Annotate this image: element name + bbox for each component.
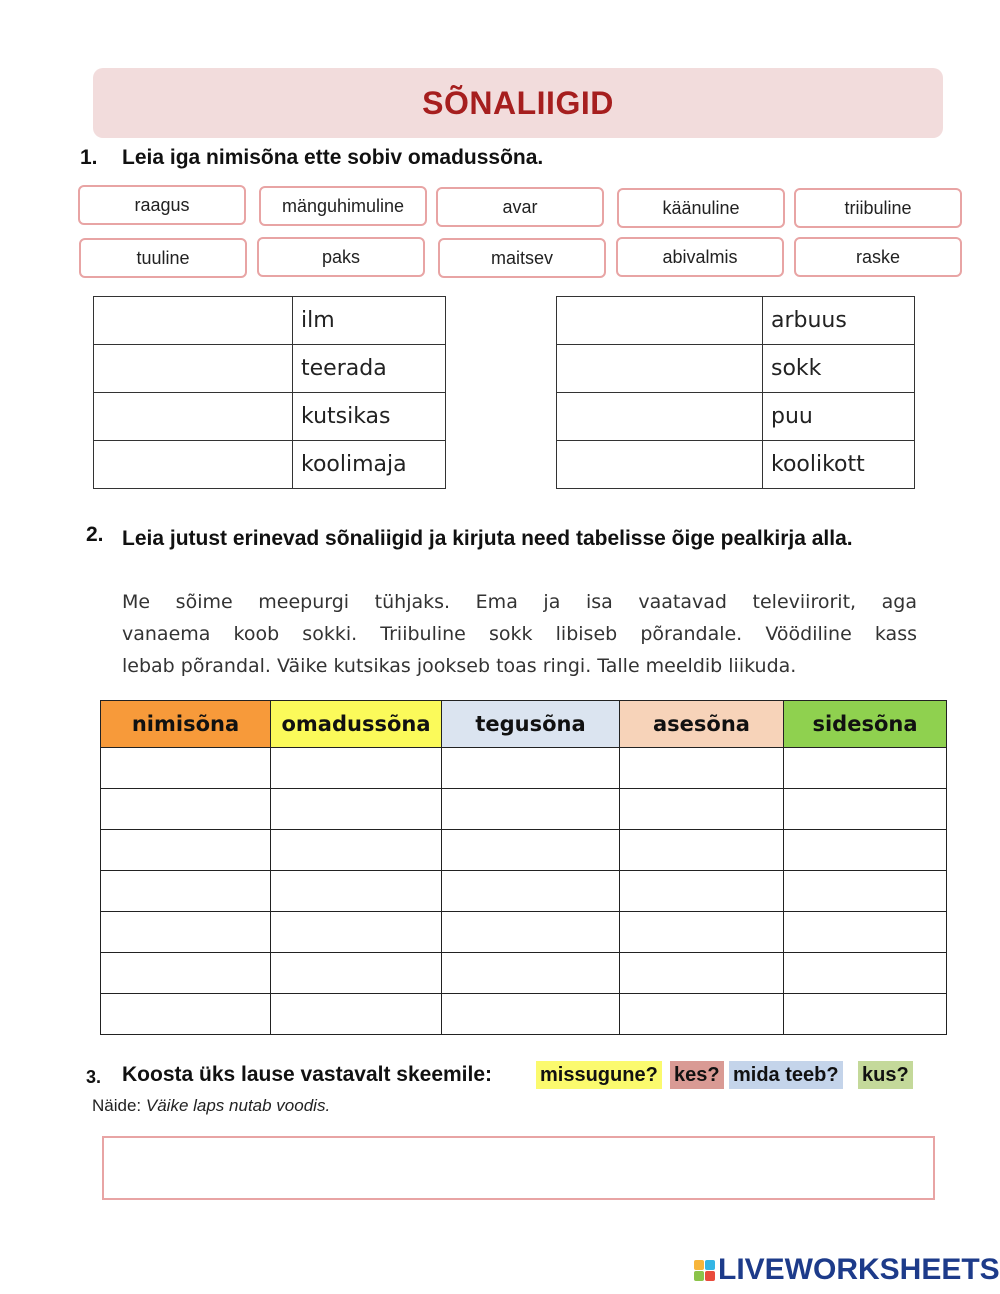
answer-cell[interactable] <box>101 830 271 871</box>
answer-cell[interactable] <box>442 912 620 953</box>
example-line <box>92 1096 330 1116</box>
answer-cell[interactable] <box>442 830 620 871</box>
word-chip[interactable]: maitsev <box>438 238 606 278</box>
answer-cell[interactable] <box>271 994 442 1035</box>
noun-cell: koolimaja <box>293 441 446 489</box>
answer-cell[interactable] <box>271 748 442 789</box>
table-row <box>101 953 947 994</box>
answer-cell[interactable] <box>784 789 947 830</box>
drop-zone[interactable] <box>94 393 293 441</box>
scheme-tag-missugune: missugune? <box>536 1061 662 1089</box>
word-chip[interactable]: mänguhimuline <box>259 186 427 226</box>
logo-text: LIVEWORKSHEETS <box>718 1253 1000 1286</box>
answer-cell[interactable] <box>784 912 947 953</box>
answer-cell[interactable] <box>620 994 784 1035</box>
drop-zone[interactable] <box>557 345 763 393</box>
drop-zone[interactable] <box>94 345 293 393</box>
word-chip[interactable]: triibuline <box>794 188 962 228</box>
scheme-tag-kes: kes? <box>670 1061 724 1089</box>
page-title: SÕNALIIGID <box>422 84 614 121</box>
story-text <box>122 586 917 682</box>
table-row <box>101 912 947 953</box>
answer-cell[interactable] <box>620 912 784 953</box>
answer-cell[interactable] <box>101 994 271 1035</box>
answer-cell[interactable] <box>442 789 620 830</box>
answer-cell[interactable] <box>101 748 271 789</box>
noun-cell: ilm <box>293 297 446 345</box>
sentence-answer-input[interactable] <box>102 1136 935 1200</box>
word-chip[interactable]: avar <box>436 187 604 227</box>
liveworksheets-logo <box>694 1254 1000 1286</box>
word-class-table <box>100 700 947 1035</box>
question-3-text: Koosta üks lause vastavalt skeemile: <box>122 1063 493 1086</box>
header-asesona: asesõna <box>620 701 784 748</box>
answer-cell[interactable] <box>784 871 947 912</box>
table-row <box>101 994 947 1035</box>
question-2-text: Leia jutust erinevad sõnaliigid ja kirjuta need tabelisse õige pealkirja alla. <box>122 527 853 550</box>
answer-cell[interactable] <box>784 953 947 994</box>
noun-cell: kutsikas <box>293 393 446 441</box>
noun-table-right <box>556 296 915 489</box>
answer-cell[interactable] <box>442 953 620 994</box>
table-body <box>101 748 947 1035</box>
noun-cell: puu <box>763 393 915 441</box>
question-3-number: 3. <box>86 1067 102 1087</box>
answer-cell[interactable] <box>271 871 442 912</box>
word-chip[interactable]: raske <box>794 237 962 277</box>
answer-cell[interactable] <box>101 871 271 912</box>
logo-square <box>694 1271 704 1281</box>
answer-cell[interactable] <box>271 789 442 830</box>
logo-icon <box>694 1260 715 1281</box>
answer-cell[interactable] <box>620 830 784 871</box>
table-header-row <box>101 701 947 748</box>
answer-cell[interactable] <box>784 748 947 789</box>
noun-cell: teerada <box>293 345 446 393</box>
answer-cell[interactable] <box>101 953 271 994</box>
drop-zone[interactable] <box>94 441 293 489</box>
word-chip[interactable]: käänuline <box>617 188 785 228</box>
example-sentence: Väike laps nutab voodis. <box>145 1096 331 1115</box>
answer-cell[interactable] <box>442 871 620 912</box>
logo-square <box>705 1271 715 1281</box>
answer-cell[interactable] <box>442 748 620 789</box>
drop-zone[interactable] <box>557 297 763 345</box>
scheme-tag-kus: kus? <box>858 1061 913 1089</box>
scheme-tag-mida-teeb: mida teeb? <box>729 1061 843 1089</box>
logo-square <box>705 1260 715 1270</box>
answer-cell[interactable] <box>271 912 442 953</box>
answer-cell[interactable] <box>271 953 442 994</box>
header-tegusona: tegusõna <box>442 701 620 748</box>
table-row <box>101 789 947 830</box>
story-line: lebab põrandal. Väike kutsikas jookseb toas ringi. Talle meeldib liikuda. <box>122 655 797 677</box>
answer-cell[interactable] <box>784 994 947 1035</box>
drop-zone[interactable] <box>557 393 763 441</box>
word-chip[interactable]: paks <box>257 237 425 277</box>
word-chip[interactable]: tuuline <box>79 238 247 278</box>
answer-cell[interactable] <box>620 748 784 789</box>
answer-cell[interactable] <box>620 953 784 994</box>
drop-zone[interactable] <box>94 297 293 345</box>
title-banner <box>93 68 943 138</box>
header-omadussona: omadussõna <box>271 701 442 748</box>
answer-cell[interactable] <box>101 912 271 953</box>
story-line: Me sõime meepurgi tühjaks. Ema ja isa vaatavad televiirorit, aga <box>122 591 917 613</box>
header-nimisona: nimisõna <box>101 701 271 748</box>
table-row <box>101 748 947 789</box>
word-chip[interactable]: raagus <box>78 185 246 225</box>
table-row <box>101 830 947 871</box>
logo-square <box>694 1260 704 1270</box>
table-row <box>101 871 947 912</box>
header-sidesona: sidesõna <box>784 701 947 748</box>
noun-cell: koolikott <box>763 441 915 489</box>
example-label: Näide: <box>92 1096 142 1115</box>
answer-cell[interactable] <box>271 830 442 871</box>
question-2-number: 2. <box>86 523 104 546</box>
noun-cell: sokk <box>763 345 915 393</box>
answer-cell[interactable] <box>442 994 620 1035</box>
question-1-number: 1. <box>80 146 98 169</box>
noun-table-left <box>93 296 446 489</box>
answer-cell[interactable] <box>101 789 271 830</box>
story-line: vanaema koob sokki. Triibuline sokk libiseb põrandale. Vöödiline kass <box>122 623 917 645</box>
answer-cell[interactable] <box>620 789 784 830</box>
answer-cell[interactable] <box>784 830 947 871</box>
word-chip[interactable]: abivalmis <box>616 237 784 277</box>
noun-cell: arbuus <box>763 297 915 345</box>
drop-zone[interactable] <box>557 441 763 489</box>
answer-cell[interactable] <box>620 871 784 912</box>
question-1-text: Leia iga nimisõna ette sobiv omadussõna. <box>122 146 544 169</box>
